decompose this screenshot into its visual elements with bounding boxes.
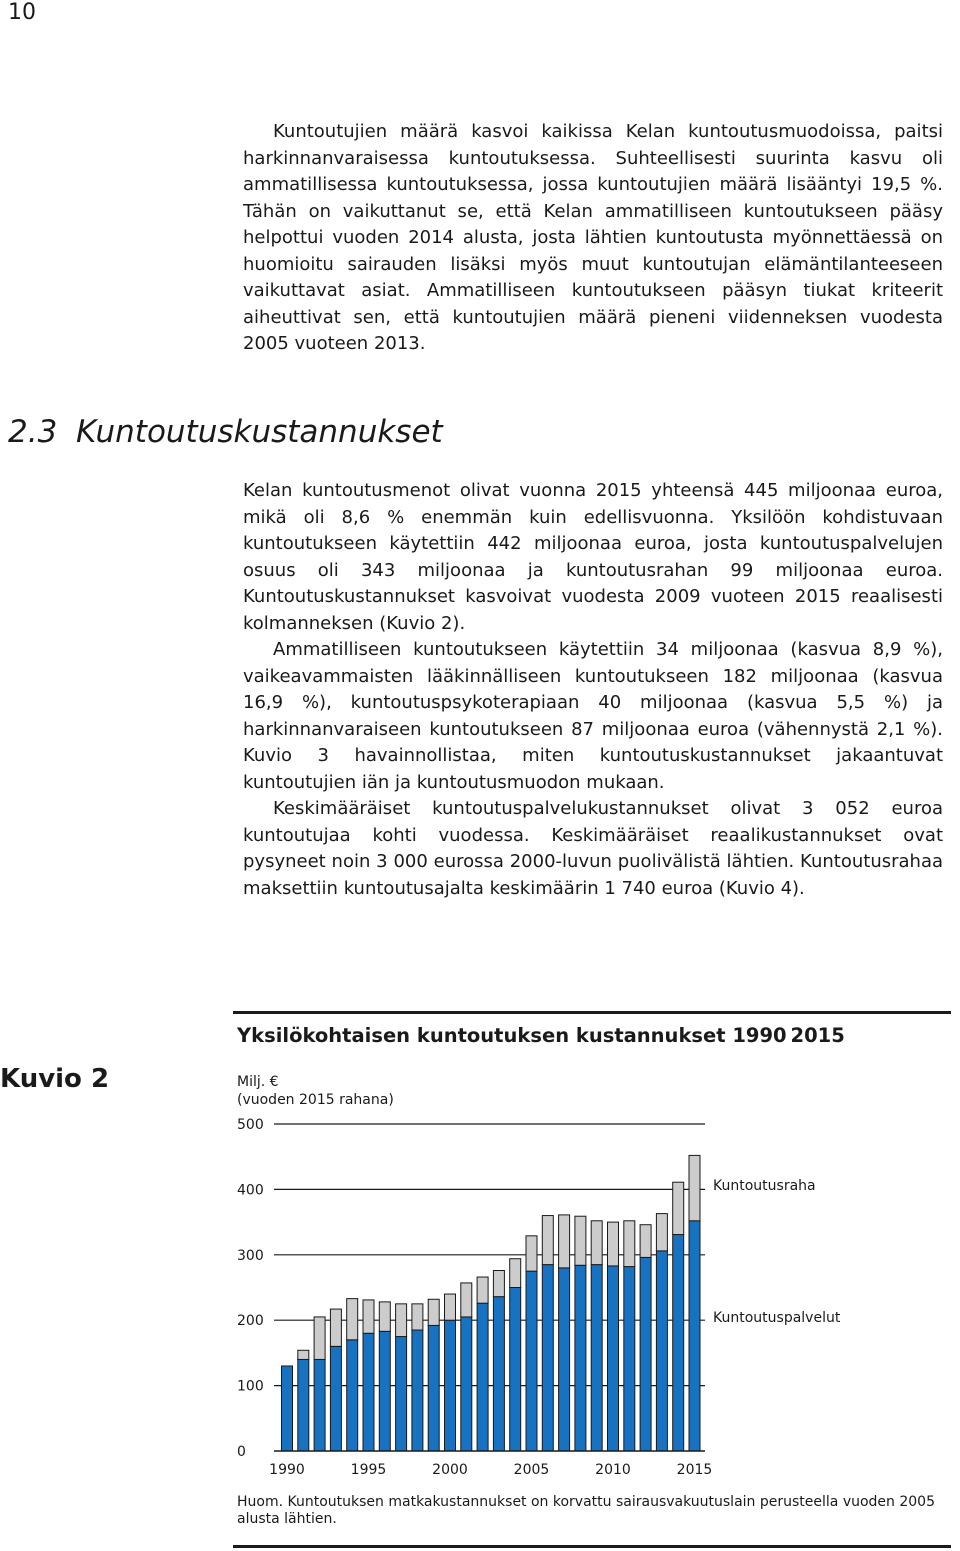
bar-palvelut-2004 (510, 1288, 521, 1452)
bar-raha-2002 (477, 1277, 488, 1303)
x-tick-label-2005: 2005 (513, 1462, 550, 1478)
bar-raha-2007 (559, 1215, 570, 1268)
section-title: Kuntoutuskustannukset (76, 414, 443, 450)
bar-palvelut-2001 (461, 1317, 472, 1451)
bar-palvelut-1993 (330, 1346, 341, 1451)
bar-raha-2009 (591, 1221, 602, 1265)
bar-palvelut-2010 (608, 1266, 619, 1451)
x-tick-label-2015: 2015 (676, 1462, 713, 1478)
bar-palvelut-2007 (559, 1268, 570, 1451)
bar-raha-2014 (673, 1182, 684, 1234)
bar-palvelut-2012 (640, 1257, 651, 1451)
bar-palvelut-2009 (591, 1265, 602, 1451)
x-tick-label-1990: 1990 (269, 1462, 305, 1478)
figure-note: Huom. Kuntoutuksen matkakustannukset on korvattu sairausvakuutuslain perusteella vuoden 2005 alusta lähtien. (237, 1494, 935, 1527)
bar-raha-1993 (330, 1309, 341, 1346)
bar-raha-2006 (542, 1216, 553, 1265)
page-number: 10 (8, 0, 36, 25)
bar-raha-1999 (428, 1299, 439, 1325)
bar-raha-2010 (608, 1222, 619, 1266)
bar-palvelut-1996 (379, 1331, 390, 1451)
bar-raha-1995 (363, 1300, 374, 1333)
bar-raha-2008 (575, 1216, 586, 1265)
x-tick-label-2010: 2010 (595, 1462, 631, 1478)
bar-raha-1991 (298, 1350, 309, 1359)
bar-raha-2013 (656, 1214, 667, 1251)
bar-raha-1992 (314, 1317, 325, 1360)
y-axis-unit-line-2: (vuoden 2015 rahana) (237, 1092, 394, 1108)
bar-palvelut-2006 (542, 1265, 553, 1451)
y-tick-label-400: 400 (237, 1182, 264, 1199)
bar-raha-1998 (412, 1304, 423, 1330)
paragraph-3: Ammatilliseen kuntoutukseen käytettiin 34 miljoonaa (kasvua 8,9 %), vaikeavammaisten lääkinnälliseen kuntoutukseen 182 miljoonaa (kasvua 16,9 %), kuntoutuspsykoterapiaan 40 miljoonaa (kasvua 5,5 %) ja harkinnanvaraiseen kuntoutukseen 87 miljoonaa euroa (vähennystä 2,1 %). Kuvio 3 havainnollistaa, miten kuntoutuskustannukset jakaantuvat kuntoutujien iän ja kuntoutusmuodon mukaan. (243, 639, 943, 793)
bar-raha-2001 (461, 1283, 472, 1317)
y-tick-label-100: 100 (237, 1378, 264, 1395)
bar-palvelut-2003 (493, 1297, 504, 1451)
bar-palvelut-2000 (445, 1320, 456, 1451)
legend-label-kuntoutusraha: Kuntoutusraha (713, 1177, 816, 1194)
bar-raha-2005 (526, 1236, 537, 1271)
bar-palvelut-2013 (656, 1251, 667, 1451)
y-tick-label-500: 500 (237, 1117, 264, 1133)
x-tick-label-2000: 2000 (432, 1462, 468, 1478)
bar-palvelut-2005 (526, 1271, 537, 1451)
legend-label-kuntoutuspalvelut: Kuntoutuspalvelut (713, 1310, 841, 1327)
bar-palvelut-1990 (282, 1366, 293, 1451)
bar-raha-2004 (510, 1259, 521, 1288)
bar-palvelut-2015 (689, 1221, 700, 1451)
bar-palvelut-1992 (314, 1359, 325, 1451)
bar-palvelut-2014 (673, 1235, 684, 1451)
bar-raha-1996 (379, 1302, 390, 1331)
bar-palvelut-1997 (396, 1337, 407, 1451)
y-tick-label-0: 0 (237, 1444, 246, 1460)
bar-raha-1994 (347, 1299, 358, 1340)
bar-palvelut-1998 (412, 1330, 423, 1451)
bar-palvelut-1995 (363, 1333, 374, 1451)
figure-title: Yksilökohtaisen kuntoutuksen kustannukset 1990 2015 (237, 1024, 845, 1047)
bar-palvelut-2008 (575, 1265, 586, 1451)
bar-raha-2011 (624, 1221, 635, 1267)
bar-raha-1997 (396, 1304, 407, 1337)
paragraph-1: Kuntoutujien määrä kasvoi kaikissa Kelan kuntoutusmuodoissa, paitsi harkinnanvaraisessa kuntoutuksessa. Suhteellisesti suurinta kasvu oli ammatillisessa kuntoutuksessa, jossa kuntoutujien määrä lisääntyi 19,5 %. Tähän on vaikuttanut se, että Kelan ammatilliseen kuntoutukseen pääsy helpottui vuoden 2014 alusta, josta lähtien kuntoutusta myönnettäessä on huomioitu sairauden lisäksi myös muut kuntoutujan elämäntilanteeseen vaikuttavat asiat. Ammatilliseen kuntoutukseen pääsyn tiukat kriteerit aiheuttivat sen, että kuntoutujien määrä pieneni viidenneksen vuodesta 2005 vuoteen 2013. (243, 121, 943, 354)
figure-label: Kuvio 2 (0, 1064, 110, 1094)
bar-palvelut-2002 (477, 1303, 488, 1451)
y-tick-label-200: 200 (237, 1313, 264, 1330)
y-tick-label-300: 300 (237, 1247, 264, 1264)
bar-raha-2003 (493, 1270, 504, 1296)
paragraph-4: Keskimääräiset kuntoutuspalvelukustannukset olivat 3 052 euroa kuntoutujaa kohti vuodessa. Keskimääräiset reaalikustannukset ovat pysyneet noin 3 000 eurossa 2000-luvun puolivälistä lähtien. Kuntoutusrahaa maksettiin kuntoutusajalta keskimäärin 1 740 euroa (Kuvio 4). (243, 798, 943, 899)
bar-palvelut-1991 (298, 1359, 309, 1451)
figure-bottom-rule (233, 1545, 951, 1548)
bar-palvelut-1994 (347, 1340, 358, 1451)
bar-palvelut-1999 (428, 1325, 439, 1451)
bar-raha-2015 (689, 1155, 700, 1220)
section-number: 2.3 (8, 414, 58, 450)
y-axis-unit-line-1: Milj. € (237, 1074, 279, 1090)
bar-raha-2000 (445, 1294, 456, 1320)
bar-palvelut-2011 (624, 1267, 635, 1451)
bar-raha-2012 (640, 1225, 651, 1258)
paragraph-2: Kelan kuntoutusmenot olivat vuonna 2015 yhteensä 445 miljoonaa euroa, mikä oli 8,6 % enemmän kuin edellisvuonna. Yksilöön kohdistuvaan kuntoutukseen käytettiin 442 miljoonaa euroa, josta kuntoutuspalvelujen osuus oli 343 miljoonaa ja kuntoutusrahan 99 miljoonaa euroa. Kuntoutuskustannukset kasvoivat vuodesta 2009 vuoteen 2015 reaalisesti kolmanneksen (Kuvio 2). (243, 480, 943, 634)
x-tick-label-1995: 1995 (350, 1462, 387, 1478)
